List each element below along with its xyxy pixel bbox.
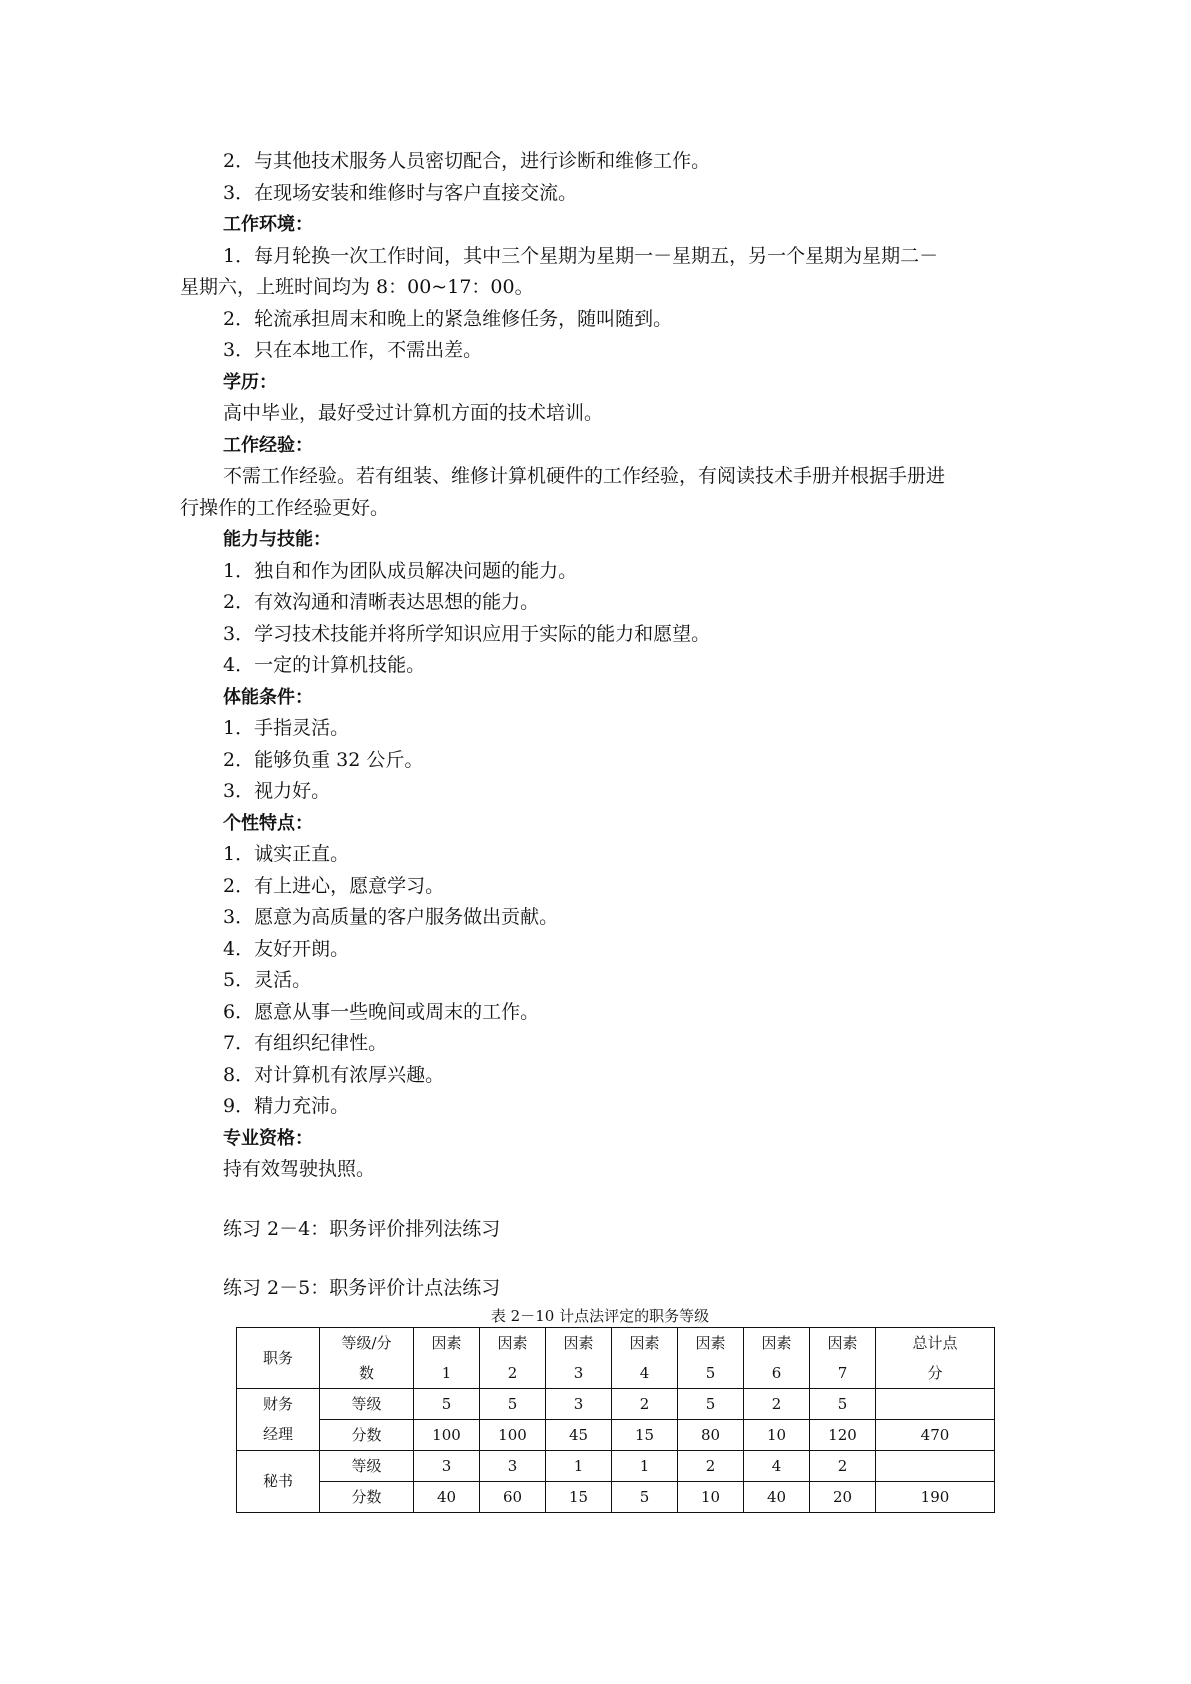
personality-heading: 个性特点： <box>223 812 313 834</box>
job-grade-table <box>236 1327 995 1513</box>
cell: 40 <box>744 1481 810 1512</box>
cell: 2 <box>612 1388 678 1419</box>
physical-item: 2．能够负重 32 公斤。 <box>223 748 424 771</box>
education-text: 高中毕业，最好受过计算机方面的技术培训。 <box>223 402 604 424</box>
header-factor-6: 因素 6 <box>744 1327 810 1388</box>
cell: 100 <box>480 1419 546 1450</box>
cell: 5 <box>414 1388 480 1419</box>
cell: 5 <box>612 1481 678 1512</box>
exercise-2-4-title: 练习 2－4：职务评价排列法练习 <box>223 1217 501 1240</box>
cell: 60 <box>480 1481 546 1512</box>
cell: 20 <box>810 1481 876 1512</box>
header-factor-5: 因素 5 <box>678 1327 744 1388</box>
cell: 3 <box>414 1450 480 1481</box>
personality-item: 5．灵活。 <box>223 969 312 991</box>
skills-heading: 能力与技能： <box>223 529 331 550</box>
personality-item: 8．对计算机有浓厚兴趣。 <box>223 1063 445 1086</box>
personality-item: 7．有组织纪律性。 <box>223 1032 388 1054</box>
header-factor-2: 因素 2 <box>480 1327 546 1388</box>
qualification-heading: 专业资格： <box>223 1127 313 1149</box>
work-env-item-1a: 1．每月轮换一次工作时间，其中三个星期为星期一－星期五，另一个星期为星期二－ <box>223 244 939 267</box>
personality-item: 4．友好开朗。 <box>223 937 350 960</box>
cell: 100 <box>414 1419 480 1450</box>
header-grade-score: 等级/分 数 <box>320 1327 414 1388</box>
personality-item: 2．有上进心，愿意学习。 <box>223 874 445 897</box>
cell: 2 <box>744 1388 810 1419</box>
skills-item: 4．一定的计算机技能。 <box>223 654 426 676</box>
work-env-item-3: 3．只在本地工作，不需出差。 <box>223 339 483 361</box>
cell-total <box>876 1450 995 1481</box>
job-secretary: 秘书 <box>237 1450 320 1512</box>
cell: 10 <box>678 1481 744 1512</box>
cell: 40 <box>414 1481 480 1512</box>
cell: 5 <box>810 1388 876 1419</box>
personality-item: 1．诚实正直。 <box>223 843 350 865</box>
cell-total: 470 <box>876 1419 995 1450</box>
row-label: 等级 <box>320 1450 414 1481</box>
duty-item-3: 3．在现场安装和维修时与客户直接交流。 <box>223 181 578 204</box>
cell: 3 <box>546 1388 612 1419</box>
cell: 2 <box>810 1450 876 1481</box>
row-label: 等级 <box>320 1388 414 1419</box>
table-row <box>237 1481 995 1512</box>
work-env-item-1b: 星期六，上班时间均为 8：00~17：00。 <box>180 276 534 298</box>
header-factor-3: 因素 3 <box>546 1327 612 1388</box>
header-factor-7: 因素 7 <box>810 1327 876 1388</box>
cell: 120 <box>810 1419 876 1450</box>
experience-heading: 工作经验： <box>223 434 313 456</box>
work-env-heading: 工作环境： <box>223 214 313 235</box>
header-factor-4: 因素 4 <box>612 1327 678 1388</box>
cell: 15 <box>612 1419 678 1450</box>
skills-item: 3．学习技术技能并将所学知识应用于实际的能力和愿望。 <box>223 622 711 645</box>
cell-total: 190 <box>876 1481 995 1512</box>
physical-item: 3．视力好。 <box>223 780 331 802</box>
cell: 10 <box>744 1419 810 1450</box>
header-job: 职务 <box>237 1327 320 1388</box>
cell: 4 <box>744 1450 810 1481</box>
table-row <box>237 1419 995 1450</box>
header-total: 总计点 分 <box>876 1327 995 1388</box>
cell: 3 <box>480 1450 546 1481</box>
experience-text-a: 不需工作经验。若有组装、维修计算机硬件的工作经验，有阅读技术手册并根据手册进 <box>223 465 946 487</box>
row-label: 分数 <box>320 1419 414 1450</box>
cell-total <box>876 1388 995 1419</box>
cell: 45 <box>546 1419 612 1450</box>
skills-item: 1．独自和作为团队成员解决问题的能力。 <box>223 559 578 582</box>
document-page <box>180 146 1020 1513</box>
row-label: 分数 <box>320 1481 414 1512</box>
table-header-row <box>237 1327 995 1388</box>
experience-text-b: 行操作的工作经验更好。 <box>180 496 390 519</box>
cell: 1 <box>546 1450 612 1481</box>
skills-item: 2．有效沟通和清晰表达思想的能力。 <box>223 591 540 613</box>
job-finance-manager: 财务 经理 <box>237 1388 320 1450</box>
header-factor-1: 因素 1 <box>414 1327 480 1388</box>
personality-item: 9．精力充沛。 <box>223 1095 350 1117</box>
cell: 5 <box>480 1388 546 1419</box>
physical-heading: 体能条件： <box>223 686 313 708</box>
cell: 5 <box>678 1388 744 1419</box>
qualification-text: 持有效驾驶执照。 <box>223 1158 376 1180</box>
work-env-item-2: 2．轮流承担周末和晚上的紧急维修任务，随叫随到。 <box>223 307 673 330</box>
table-row <box>237 1388 995 1419</box>
personality-item: 3．愿意为高质量的客户服务做出贡献。 <box>223 906 559 928</box>
cell: 1 <box>612 1450 678 1481</box>
table-caption: 表 2－10 计点法评定的职务等级 <box>490 1306 710 1325</box>
table-row <box>237 1450 995 1481</box>
education-heading: 学历： <box>223 371 277 393</box>
personality-item: 6．愿意从事一些晚间或周末的工作。 <box>223 1000 540 1023</box>
cell: 2 <box>678 1450 744 1481</box>
physical-item: 1．手指灵活。 <box>223 717 350 739</box>
duty-item-2: 2．与其他技术服务人员密切配合，进行诊断和维修工作。 <box>223 150 711 172</box>
cell: 15 <box>546 1481 612 1512</box>
exercise-2-5-title: 练习 2－5：职务评价计点法练习 <box>223 1277 501 1299</box>
cell: 80 <box>678 1419 744 1450</box>
